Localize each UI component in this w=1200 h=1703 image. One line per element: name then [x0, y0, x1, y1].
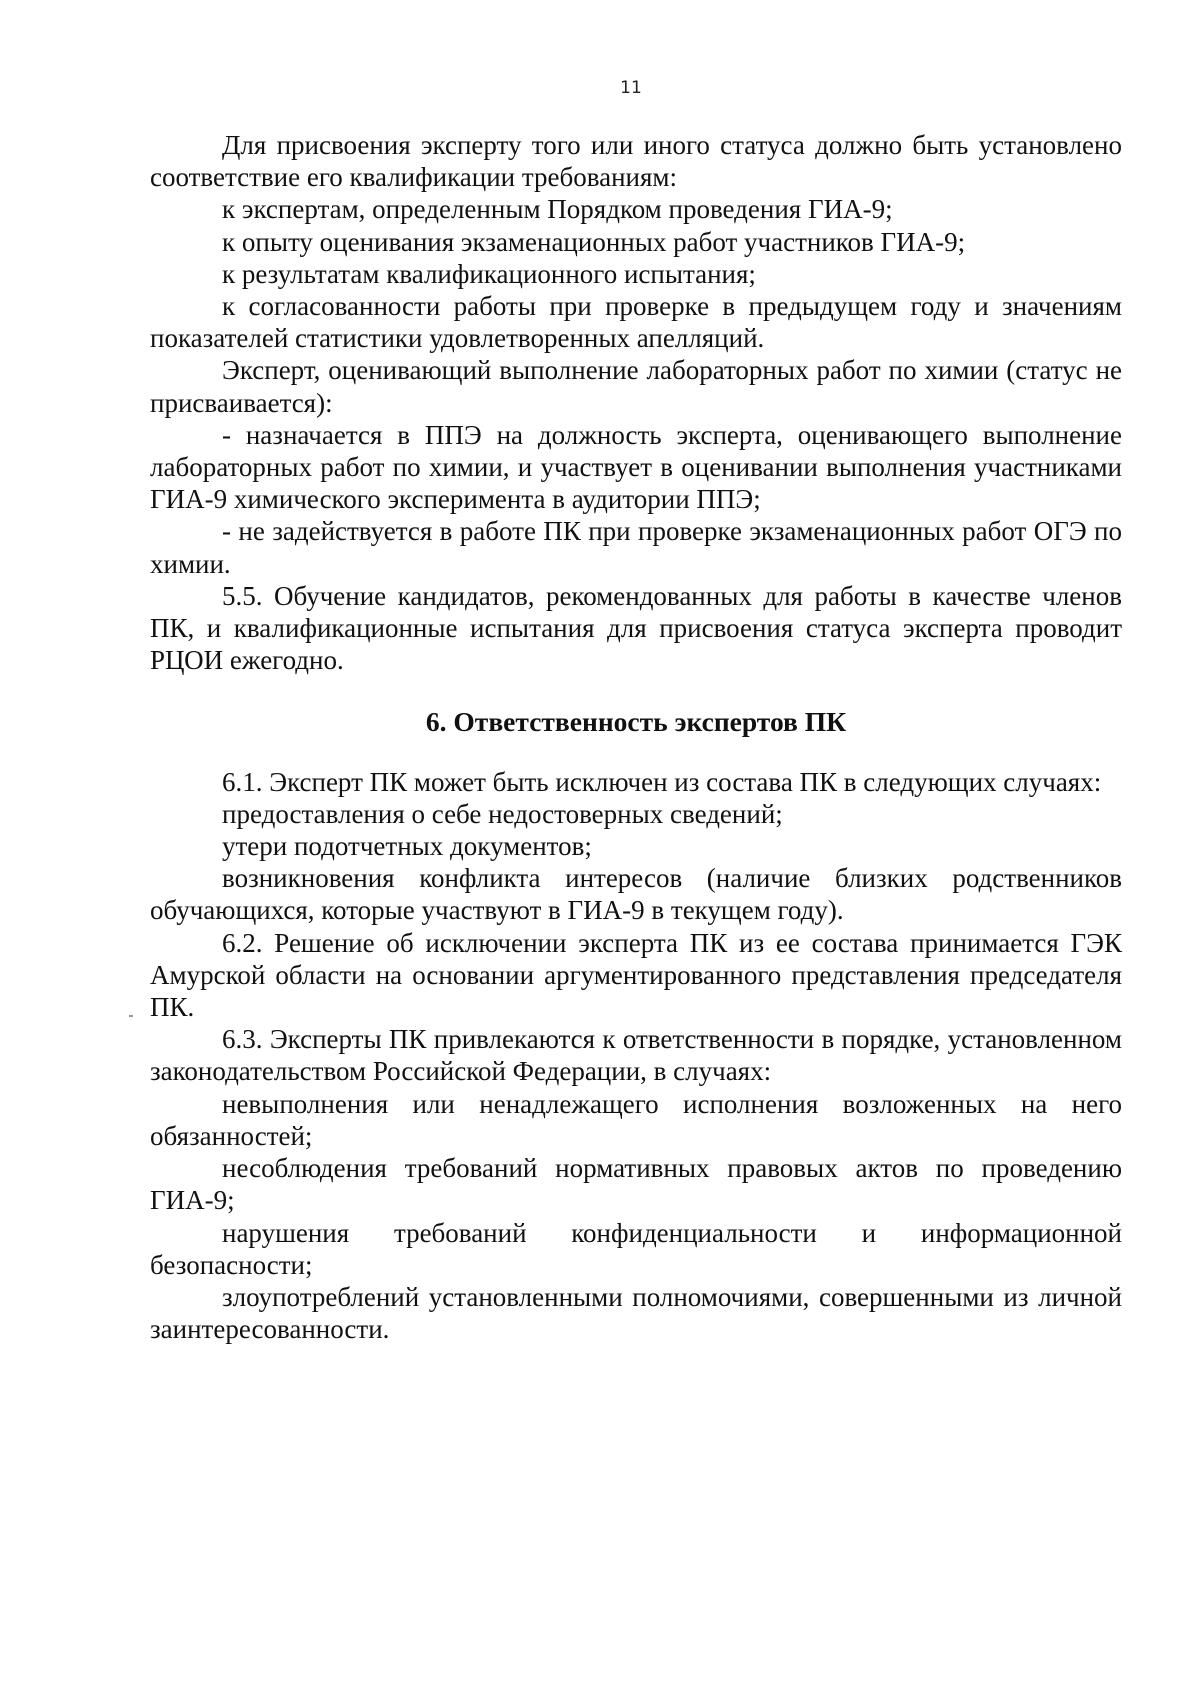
- case-item: утери подотчетных документов;: [222, 831, 592, 862]
- paragraph-6-3: 6.3. Эксперты ПК привлекаются к ответственности в порядке, установленном законодательством Российской Федерации, в случаях:: [150, 1024, 1122, 1087]
- document-body: [150, 129, 1122, 1345]
- section-heading: 6. Ответственность экспертов ПК: [425, 706, 847, 738]
- responsibility-item: нарушения требований конфиденциальности и информационной безопасности;: [150, 1217, 1122, 1280]
- paragraph-6-2: 6.2. Решение об исключении эксперта ПК из ее состава принимается ГЭК Амурской области на основании аргументированного представления председателя ПК.: [150, 927, 1122, 1023]
- page-number: 11: [620, 78, 642, 98]
- requirement-item: к согласованности работы при проверке в предыдущем году и значениям показателей статистики удовлетворенных апелляций.: [150, 291, 1122, 354]
- dash-item: - не задействуется в работе ПК при проверке экзаменационных работ ОГЭ по химии.: [150, 516, 1122, 579]
- paragraph-6-1: 6.1. Эксперт ПК может быть исключен из состава ПК в следующих случаях:: [222, 766, 1102, 797]
- paragraph-lab-expert: Эксперт, оценивающий выполнение лабораторных работ по химии (статус не присваивается):: [150, 355, 1122, 418]
- requirement-item: к экспертам, определенным Порядком проведения ГИА-9;: [222, 194, 893, 225]
- case-item: возникновения конфликта интересов (наличие близких родственников обучающихся, которые участвуют в ГИА-9 в текущем году).: [150, 863, 1122, 926]
- responsibility-item: несоблюдения требований нормативных правовых актов по проведению ГИА-9;: [150, 1153, 1122, 1216]
- requirement-item: к опыту оценивания экзаменационных работ участников ГИА-9;: [222, 226, 966, 257]
- paragraph-status-requirements: Для присвоения эксперту того или иного статуса должно быть установлено соответствие его квалификации требованиям:: [150, 130, 1122, 193]
- responsibility-item: невыполнения или ненадлежащего исполнения возложенных на него обязанностей;: [150, 1088, 1122, 1151]
- paragraph-5-5: 5.5. Обучение кандидатов, рекомендованных для работы в качестве членов ПК, и квалификационные испытания для присвоения статуса эксперта проводит РЦОИ ежегодно.: [150, 580, 1122, 676]
- requirement-item: к результатам квалификационного испытания;: [222, 258, 756, 289]
- case-item: предоставления о себе недостоверных сведений;: [222, 798, 783, 829]
- dash-item: - назначается в ППЭ на должность эксперта, оценивающего выполнение лабораторных работ по химии, и участвует в оценивании выполнения участниками ГИА-9 химического эксперимента в аудитории ППЭ;: [150, 419, 1122, 515]
- scan-mark: [129, 1015, 133, 1017]
- responsibility-item: злоупотреблений установленными полномочиями, совершенными из личной заинтересованности.: [150, 1281, 1122, 1345]
